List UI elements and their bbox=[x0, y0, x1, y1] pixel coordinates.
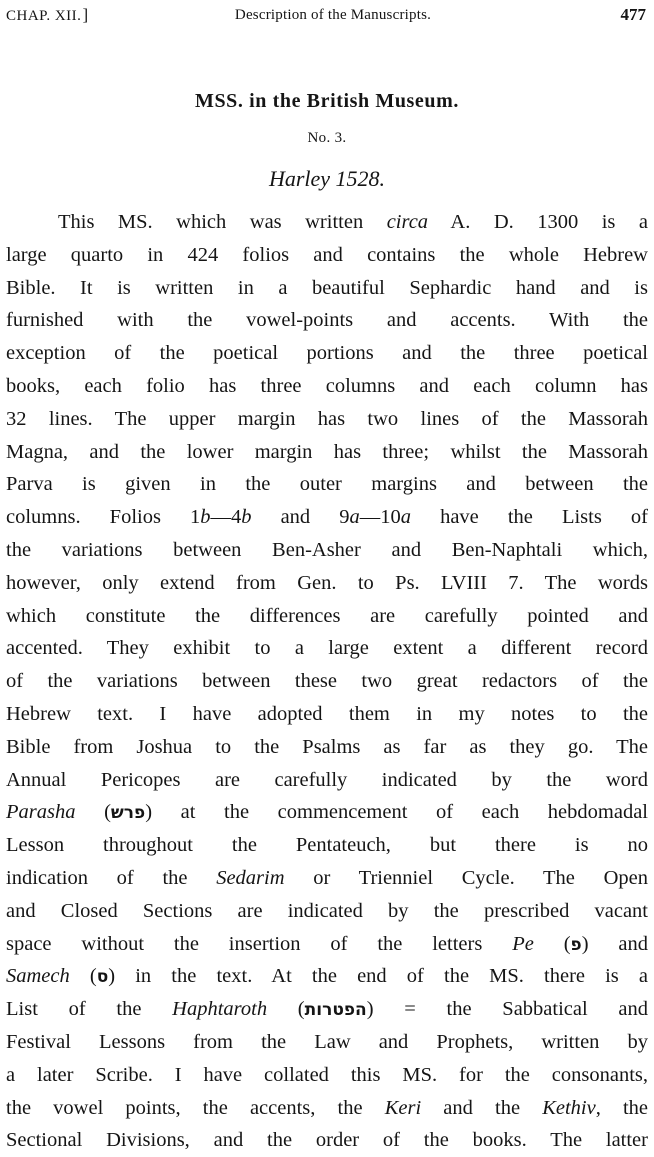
text-line bbox=[6, 501, 648, 534]
text-run: Samech bbox=[6, 965, 70, 988]
text-run: ( bbox=[267, 998, 305, 1021]
text-line bbox=[6, 206, 648, 239]
running-head bbox=[6, 4, 646, 26]
running-title: Description of the Manuscripts. bbox=[234, 7, 432, 23]
text-line bbox=[6, 600, 648, 633]
text-line bbox=[6, 534, 648, 567]
text-run: Sedarim bbox=[216, 866, 285, 889]
text-run: a later Scribe. I have collated this MS. for the consonants, bbox=[6, 1063, 648, 1086]
text-run: ) at the commencement of each hebdomadal bbox=[145, 801, 648, 824]
text-run: the variations between Ben-Asher and Ben-Naphtali which, bbox=[6, 538, 648, 561]
text-run: ( bbox=[75, 801, 111, 824]
text-line bbox=[6, 436, 648, 469]
text-run: List of the bbox=[6, 998, 173, 1021]
text-line bbox=[6, 337, 648, 370]
text-line bbox=[6, 698, 648, 731]
text-line bbox=[6, 960, 648, 993]
section-heading: MSS. in the British Museum. bbox=[194, 90, 459, 112]
text-run: Haphtaroth bbox=[172, 998, 268, 1021]
text-line bbox=[6, 993, 648, 1026]
text-run: b bbox=[241, 506, 252, 529]
manuscript-number: No. 3. bbox=[307, 130, 347, 146]
text-run: columns. Folios 1 bbox=[6, 506, 201, 529]
text-run: Bible from Joshua to the Psalms as far as they go. The bbox=[6, 735, 648, 758]
text-run: ) and bbox=[581, 932, 649, 955]
text-run: Sectional Divisions, and the order of the books. The latter bbox=[6, 1129, 648, 1152]
text-run: Kethiv bbox=[542, 1096, 596, 1119]
text-run: Lesson throughout the Pentateuch, but there is no bbox=[6, 834, 648, 857]
text-run: פ bbox=[570, 934, 582, 955]
text-run: —4 bbox=[210, 506, 242, 529]
text-line bbox=[6, 731, 648, 764]
text-line bbox=[6, 1092, 648, 1125]
text-run: accented. They exhibit to a large extent a different record bbox=[6, 637, 648, 660]
text-run: Bible. It is written in a beautiful Sephardic hand and is bbox=[6, 276, 648, 299]
text-run: furnished with the vowel-points and accents. With the bbox=[6, 309, 648, 332]
text-run: —10 bbox=[359, 506, 401, 529]
text-run: which constitute the differences are carefully pointed and bbox=[6, 604, 648, 627]
text-line bbox=[6, 764, 648, 797]
text-run: circa bbox=[386, 211, 429, 233]
text-line bbox=[6, 862, 648, 895]
text-run: Annual Pericopes are carefully indicated by the word bbox=[6, 768, 648, 791]
text-run: Festival Lessons from the Law and Prophets, written by bbox=[6, 1030, 648, 1053]
text-run: Parasha bbox=[6, 801, 76, 824]
text-run: , the bbox=[595, 1096, 649, 1119]
page-number: 477 bbox=[620, 5, 646, 24]
text-line bbox=[6, 928, 648, 961]
text-run: and the bbox=[421, 1096, 543, 1119]
text-run: space without the insertion of the letters bbox=[6, 932, 513, 955]
text-run: This MS. which was written bbox=[58, 211, 387, 233]
text-run: and 9 bbox=[251, 506, 350, 529]
text-line bbox=[6, 468, 648, 501]
text-line bbox=[6, 829, 648, 862]
text-line bbox=[6, 403, 648, 436]
text-run: large quarto in 424 folios and contains the whole Hebrew bbox=[6, 243, 648, 266]
text-line bbox=[6, 239, 648, 272]
text-line bbox=[6, 1124, 648, 1157]
text-run: indication of the bbox=[6, 866, 217, 889]
text-run: 32 lines. The upper margin has two lines of the Massorah bbox=[6, 407, 648, 430]
text-line bbox=[6, 1059, 648, 1092]
text-line bbox=[6, 567, 648, 600]
text-run: Parva is given in the outer margins and between the bbox=[6, 473, 648, 496]
text-run: פרש bbox=[110, 803, 146, 824]
text-line bbox=[6, 665, 648, 698]
text-line bbox=[6, 370, 648, 403]
manuscript-title: Harley 1528. bbox=[268, 166, 386, 191]
text-line bbox=[6, 272, 648, 305]
text-run: ( bbox=[533, 932, 571, 955]
text-run: ) in the text. At the end of the MS. there is a bbox=[108, 965, 649, 988]
text-run: Keri bbox=[384, 1096, 422, 1119]
body-paragraph bbox=[6, 206, 648, 1157]
text-run: and Closed Sections are indicated by the prescribed vacant bbox=[6, 899, 648, 922]
text-run: ( bbox=[69, 965, 97, 988]
text-line bbox=[6, 632, 648, 665]
text-run: b bbox=[200, 506, 211, 529]
text-run: exception of the poetical portions and the three poetical bbox=[6, 342, 648, 365]
text-run: the vowel points, the accents, the bbox=[6, 1096, 385, 1119]
text-line bbox=[6, 895, 648, 928]
text-run: books, each folio has three columns and each column has bbox=[6, 374, 648, 397]
text-run: have the Lists of bbox=[411, 506, 648, 529]
text-line bbox=[6, 1026, 648, 1059]
text-run: a bbox=[400, 506, 412, 529]
text-run: however, only extend from Gen. to Ps. LVIII 7. The words bbox=[6, 571, 648, 594]
text-run: Pe bbox=[512, 932, 534, 955]
text-run: ) = the Sabbatical and bbox=[366, 998, 649, 1021]
text-run: a bbox=[349, 506, 360, 529]
text-run: of the variations between these two great redactors of the bbox=[6, 670, 648, 693]
text-run: הפטרות bbox=[304, 1000, 367, 1021]
text-run: ס bbox=[96, 967, 109, 988]
text-run: Hebrew text. I have adopted them in my notes to the bbox=[6, 702, 648, 725]
text-run: A. D. 1300 is a bbox=[428, 211, 649, 233]
text-line bbox=[6, 796, 648, 829]
text-run: or Trienniel Cycle. The Open bbox=[284, 866, 648, 889]
chapter-label: CHAP. XII.] bbox=[6, 5, 89, 24]
text-line bbox=[6, 304, 648, 337]
text-run: Magna, and the lower margin has three; whilst the Massorah bbox=[6, 440, 648, 463]
